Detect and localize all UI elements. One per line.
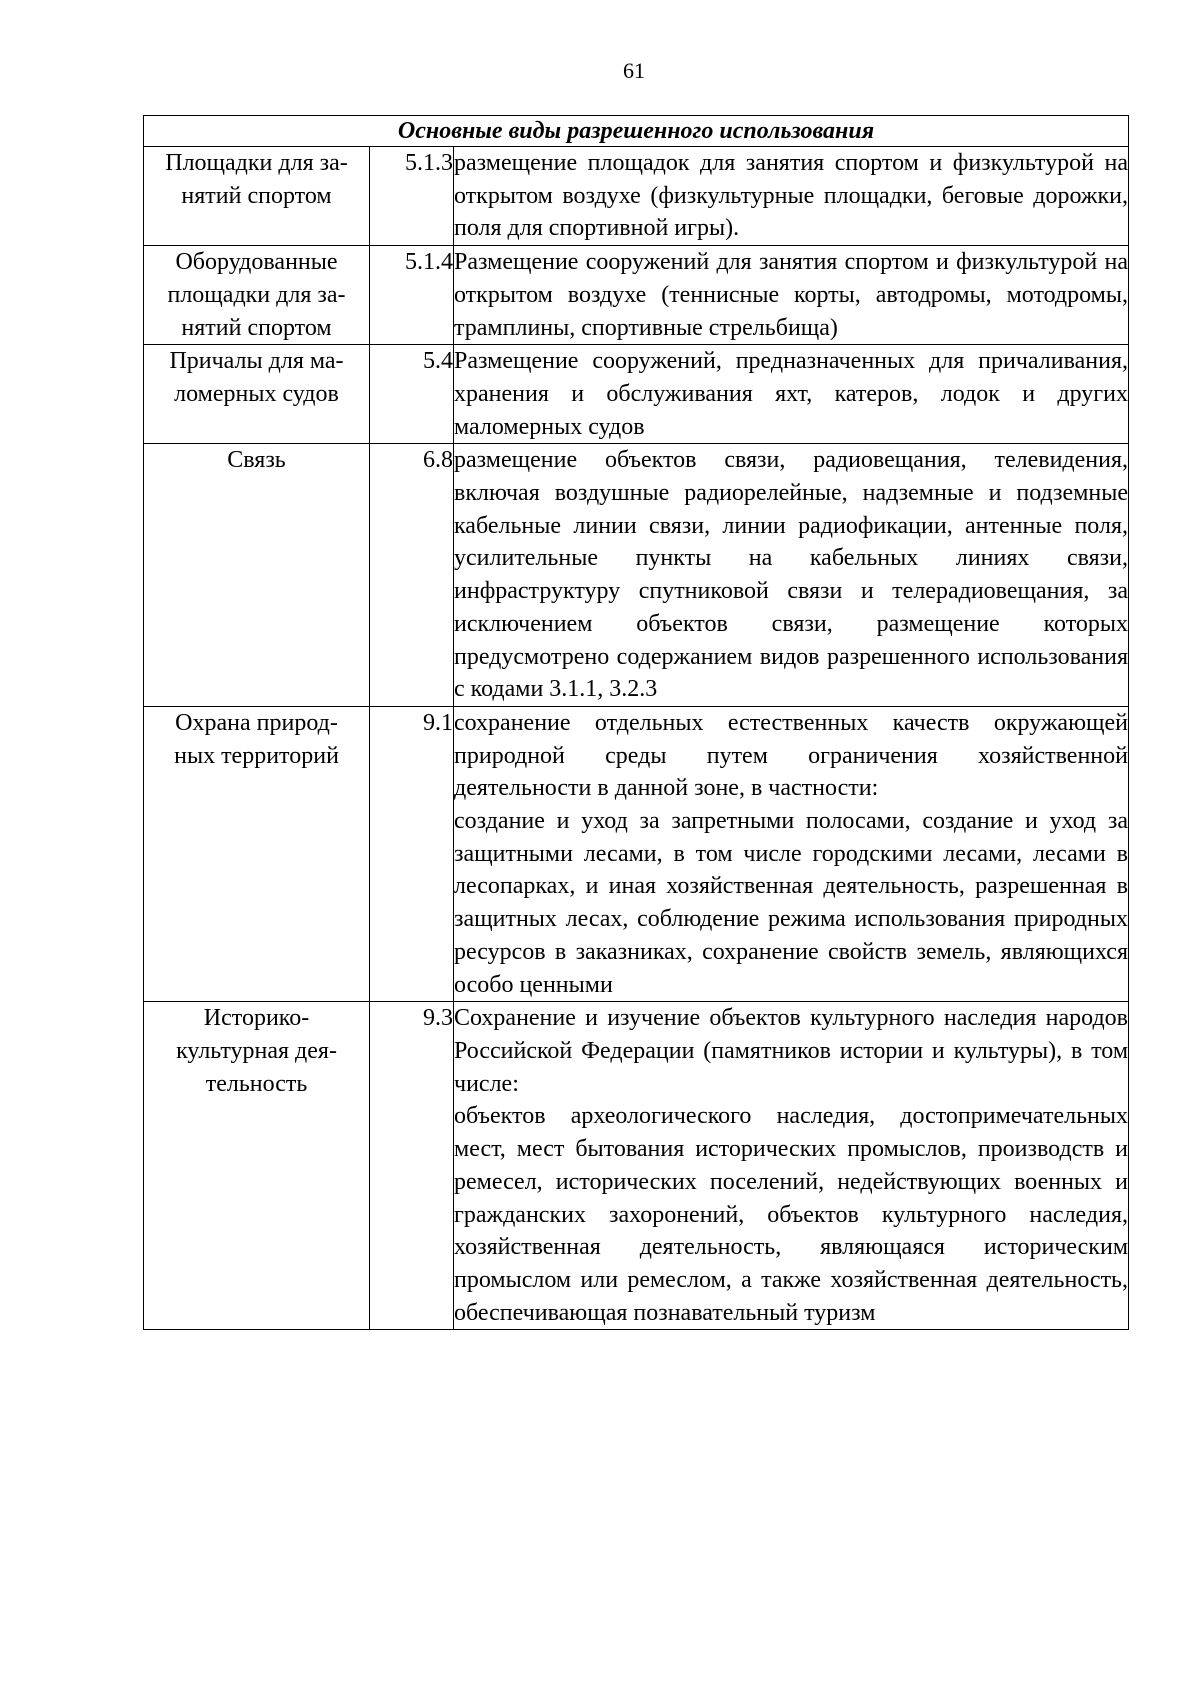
table-row xyxy=(144,444,1129,707)
description-paragraph: Размещение сооружений, предназначенных для причаливания, хранения и обслуживания яхт, катеров, лодок и других маломерных судов xyxy=(454,348,1128,440)
table-row xyxy=(144,246,1129,345)
description-paragraph: сохранение отдельных естественных качеств окружающей природной среды путем ограничения хозяйственной деятельности в данной зоне, в частности: xyxy=(454,709,1128,802)
section-heading-row xyxy=(144,116,1129,147)
land-use-table xyxy=(143,115,1129,1330)
use-type-code: 5.1.3 xyxy=(370,147,454,246)
use-type-name: Оборудованные площадки для за- нятий спортом xyxy=(144,246,370,345)
table-row xyxy=(144,147,1129,246)
table-row xyxy=(144,345,1129,444)
description-paragraph: Сохранение и изучение объектов культурного наследия народов Российской Федерации (памятников истории и культуры), в том числе: xyxy=(454,1005,1128,1097)
use-type-description xyxy=(454,1002,1129,1330)
description-paragraph: создание и уход за запретными полосами, создание и уход за защитными лесами, в том числе городскими лесами, лесами в лесопарках, и иная хозяйственная деятельность, разрешенная в защитных лесах, соблюдение режима использования природных ресурсов в заказниках, сохранение свойств земель, являющихся особо ценными xyxy=(454,808,1128,998)
use-type-code: 5.1.4 xyxy=(370,246,454,345)
use-type-code: 9.1 xyxy=(370,706,454,1001)
section-heading: Основные виды разрешенного использования xyxy=(144,116,1129,147)
use-type-code: 9.3 xyxy=(370,1002,454,1330)
description-paragraph: размещение объектов связи, радиовещания, телевидения, включая воздушные радиорелейные, надземные и подземные кабельные линии связи, линии радиофикации, антенные поля, усилительные пункты на кабельных линиях связи, инфраструктуру спутниковой связи и телерадиовещания, за исключением объектов связи, размещение которых предусмотрено содержанием видов разрешенного использования с кодами 3.1.1, 3.2.3 xyxy=(454,447,1128,703)
use-type-description xyxy=(454,147,1129,246)
use-type-description xyxy=(454,345,1129,444)
use-type-code: 6.8 xyxy=(370,444,454,707)
use-type-name: Площадки для за- нятий спортом xyxy=(144,147,370,246)
description-paragraph: Размещение сооружений для занятия спортом и физкультурой на открытом воздухе (теннисные корты, автодромы, мотодромы, трамплины, спортивные стрельбища) xyxy=(454,249,1128,341)
use-type-name: Историко- культурная дея- тельность xyxy=(144,1002,370,1330)
use-type-name: Охрана природ- ных территорий xyxy=(144,706,370,1001)
table-row xyxy=(144,706,1129,1001)
page-number: 61 xyxy=(623,58,645,83)
use-type-name: Связь xyxy=(144,444,370,707)
use-type-name: Причалы для ма- ломерных судов xyxy=(144,345,370,444)
table-row xyxy=(144,1002,1129,1330)
use-type-description xyxy=(454,706,1129,1001)
use-type-code: 5.4 xyxy=(370,345,454,444)
description-paragraph: размещение площадок для занятия спортом и физкультурой на открытом воздухе (физкультурные площадки, беговые дорожки, поля для спортивной игры). xyxy=(454,150,1128,242)
use-type-description xyxy=(454,246,1129,345)
description-paragraph: объектов археологического наследия, достопримечательных мест, мест бытования исторических промыслов, производств и ремесел, исторических поселений, недействующих военных и гражданских захоронений, объектов культурного наследия, хозяйственная деятельность, являющаяся историческим промыслом или ремеслом, а также хозяйственная деятельность, обеспечивающая познавательный туризм xyxy=(454,1103,1128,1326)
use-type-description xyxy=(454,444,1129,707)
